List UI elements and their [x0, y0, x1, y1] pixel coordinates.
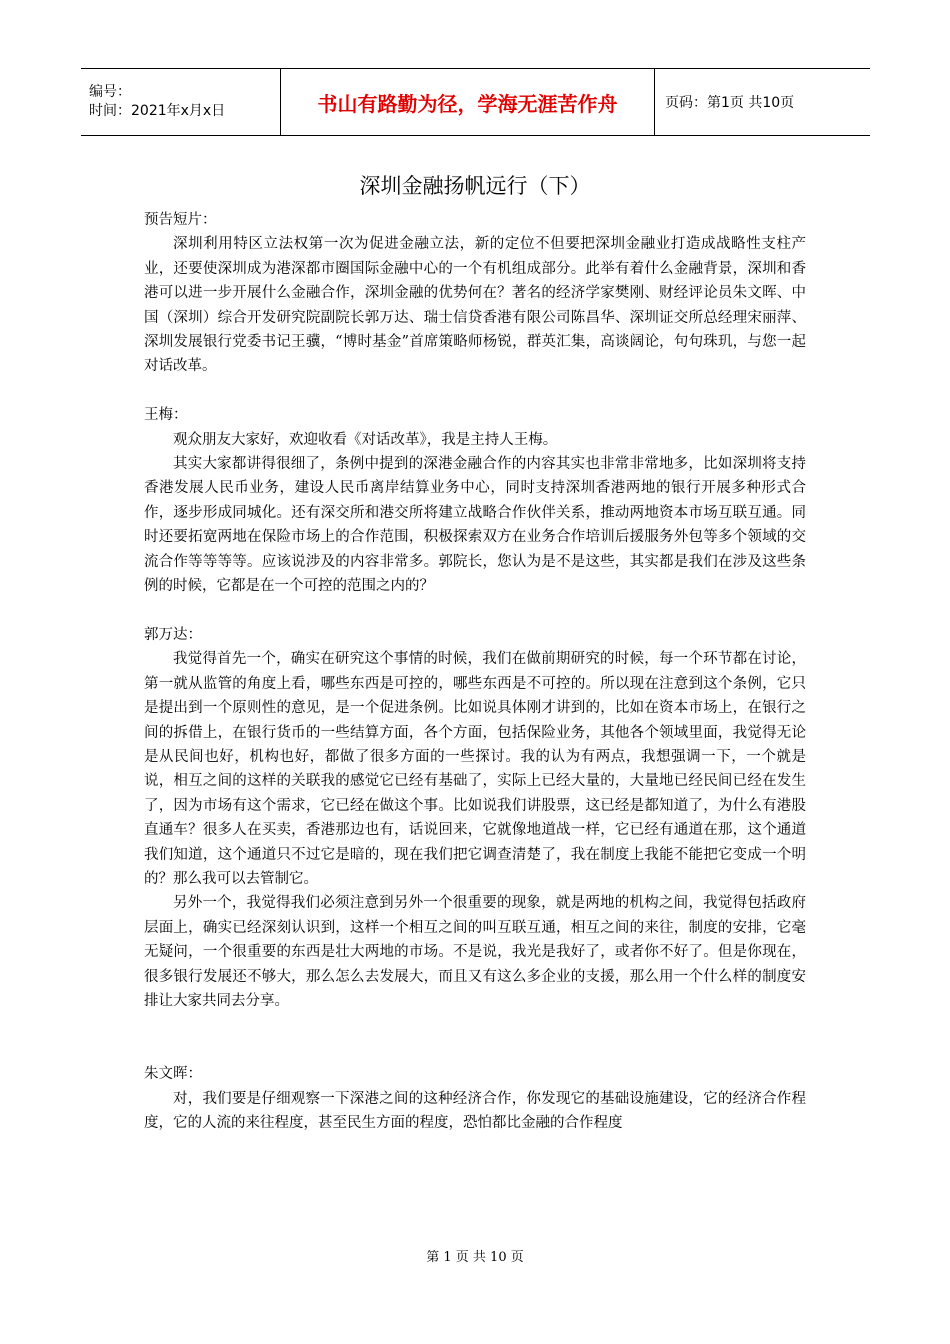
- paragraph: 观众朋友大家好，欢迎收看《对话改革》，我是主持人王梅。: [173, 431, 558, 448]
- paragraph-spacer: [144, 379, 806, 403]
- speaker-label: 朱文晖：: [144, 1066, 202, 1083]
- header-page-cell: [655, 69, 870, 135]
- document-date-label: 时间：2021年x月x日: [89, 103, 226, 119]
- document-number-label: 编号：: [89, 84, 131, 100]
- paragraph: 其实大家都讲得很细了，条例中提到的深港金融合作的内容其实也非常非常地多，比如深圳将支持香港发展人民币业务，建设人民币离岸结算业务中心，同时支持深圳香港两地的银行开展多种形式合作，逐步形成同城化。还有深交所和港交所将建立战略合作伙伴关系，推动两地资本市场互联互通。同时还要拓宽两地在保险市场上的合作范围，积极探索双方在业务合作培训后援服务外包等多个领域的交流合作等等等等。应该说涉及的内容非常多。郭院长，您认为是不是这些，其实都是我们在涉及这些条例的时候，它都是在一个可控的范围之内的？: [144, 456, 806, 595]
- paragraph: 我觉得首先一个，确实在研究这个事情的时候，我们在做前期研究的时候，每一个环节都在讨论，第一就从监管的角度上看，哪些东西是可控的，哪些东西是不可控的。所以现在注意到这个条例，它只是提出到一个原则性的意见，是一个促进条例。比如说具体刚才讲到的，比如在资本市场上，在银行之间的拆借上，在银行货币的一些结算方面，各个方面，包括保险业务，其他各个领域里面，我觉得无论是从民间也好，机构也好，都做了很多方面的一些探讨。我的认为有两点，我想强调一下，一个就是说，相互之间的这样的关联我的感觉它已经有基础了，实际上已经大量的，大量地已经民间已经在发生了，因为市场有这个需求，它已经在做这个事。比如说我们讲股票，这已经是都知道了，为什么有港股直通车？很多人在买卖，香港那边也有，话说回来，它就像地道战一样，它已经有通道在那，这个通道我们知道，这个通道只不过它是暗的，现在我们把它调查清楚了，我在制度上我能不能把它变成一个明的？那么我可以去管制它。: [144, 651, 806, 887]
- paragraph-spacer: [144, 598, 806, 622]
- speaker-label: 郭万达：: [144, 626, 202, 643]
- paragraph-spacer: [144, 1013, 806, 1062]
- header-motto: 书山有路勤为径，学海无涯苦作舟: [317, 91, 618, 116]
- document-header: [81, 68, 870, 136]
- paragraph: 另外一个，我觉得我们必须注意到另外一个很重要的现象，就是两地的机构之间，我觉得包括政府层面上，确实已经深刻认识到，这样一个相互之间的叫互联互通，相互之间的来往，制度的安排，它毫无疑问，一个很重要的东西是壮大两地的市场。不是说，我光是我好了，或者你不好了。但是你现在，很多银行发展还不够大，那么怎么去发展大，而且又有这么多企业的支援，那么用一个什么样的制度安排让大家共同去分享。: [144, 895, 806, 1009]
- header-page-label: 页码：第1页 共10页: [665, 95, 795, 111]
- page-footer: 第 1 页 共 10 页: [426, 1250, 524, 1265]
- speaker-label: 王梅：: [144, 407, 188, 424]
- document-title: 深圳金融扬帆远行（下）: [359, 174, 591, 198]
- document-body: [144, 208, 806, 1135]
- speaker-label: 预告短片：: [144, 212, 217, 228]
- header-meta: [81, 69, 281, 135]
- paragraph: 对，我们要是仔细观察一下深港之间的这种经济合作，你发现它的基础设施建设，它的经济合作程度，它的人流的来往程度，甚至民生方面的程度，恐怕都比金融的合作程度: [144, 1090, 806, 1131]
- paragraph: 深圳利用特区立法权第一次为促进金融立法，新的定位不但要把深圳金融业打造成战略性支柱产业，还要使深圳成为港深都市圈国际金融中心的一个有机组成部分。此举有着什么金融背景，深圳和香港可以进一步开展什么金融合作，深圳金融的优势何在？著名的经济学家樊刚、财经评论员朱文晖、中国（深圳）综合开发研究院副院长郭万达、瑞士信贷香港有限公司陈昌华、深圳证交所总经理宋丽萍、深圳发展银行党委书记王骥，“博时基金”首席策略师杨锐，群英汇集，高谈阔论，句句珠玑，与您一起对话改革。: [144, 236, 806, 375]
- header-motto-cell: [281, 69, 655, 135]
